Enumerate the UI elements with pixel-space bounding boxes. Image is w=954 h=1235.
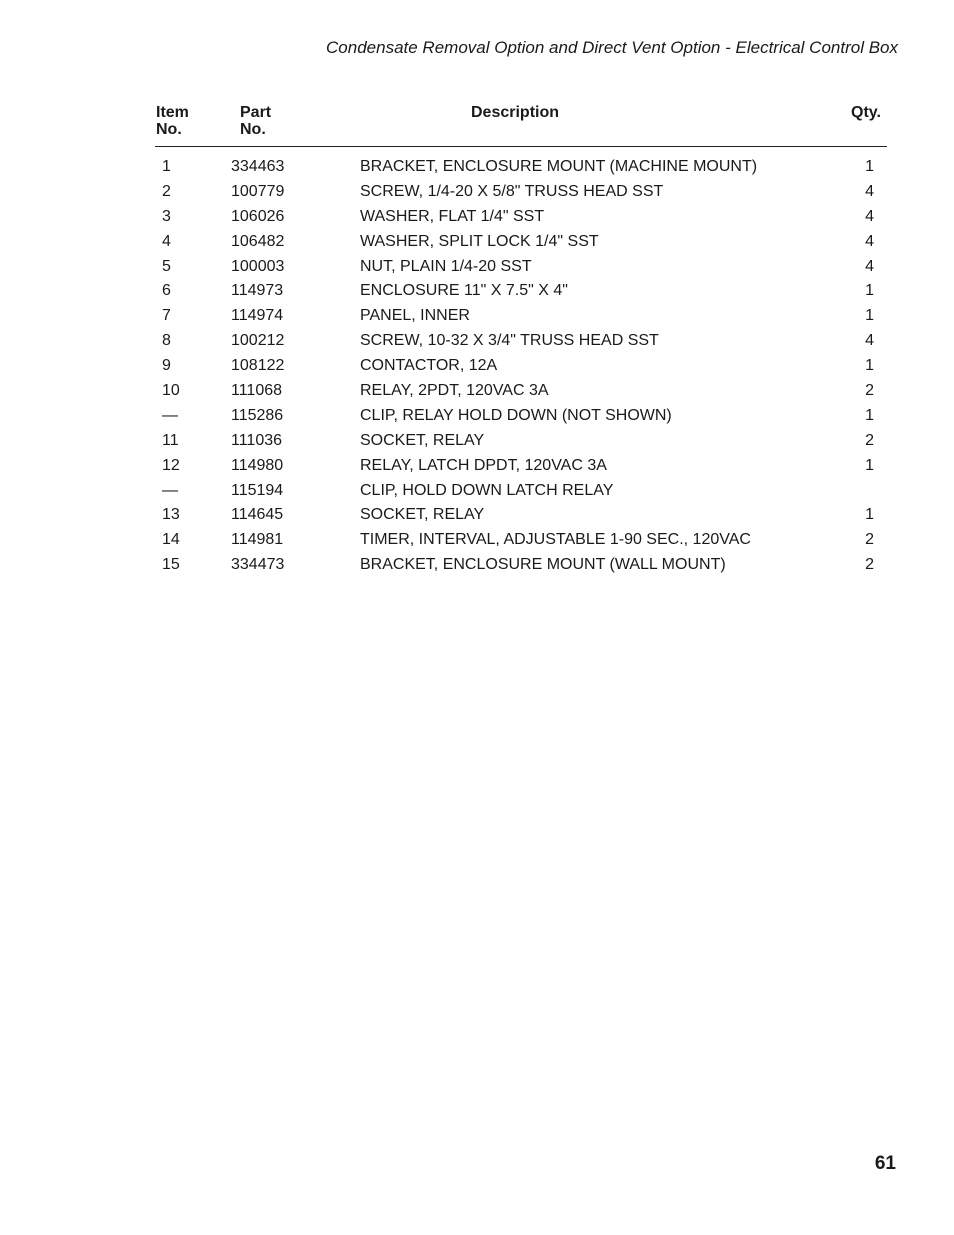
item-number: 6	[162, 282, 171, 300]
item-number: 15	[162, 556, 180, 574]
table-row	[0, 404, 954, 429]
part-description: NUT, PLAIN 1/4-20 SST	[360, 257, 532, 275]
quantity: 2	[865, 556, 874, 574]
table-row	[0, 553, 954, 578]
part-number: 114973	[231, 282, 284, 300]
part-number: 106482	[231, 232, 285, 250]
part-description: ENCLOSURE 11" X 7.5" X 4"	[360, 282, 568, 300]
item-number: 4	[162, 232, 171, 250]
quantity: 1	[865, 506, 874, 524]
part-number: 115194	[231, 481, 284, 499]
part-number: 114981	[231, 531, 284, 549]
table-row	[0, 329, 954, 354]
table-row	[0, 354, 954, 379]
part-description: WASHER, FLAT 1/4" SST	[360, 207, 545, 225]
item-number: 8	[162, 332, 171, 350]
quantity: 1	[865, 307, 874, 325]
part-number: 334473	[231, 556, 285, 574]
table-row	[0, 528, 954, 553]
quantity: 2	[865, 431, 874, 449]
part-number: 114645	[231, 506, 284, 524]
part-number: 106026	[231, 207, 285, 225]
part-number: 100779	[231, 182, 285, 200]
item-number: 10	[162, 382, 180, 400]
part-description: BRACKET, ENCLOSURE MOUNT (WALL MOUNT)	[360, 556, 726, 574]
part-description: CLIP, RELAY HOLD DOWN (NOT SHOWN)	[360, 406, 672, 424]
item-number: 11	[162, 431, 179, 449]
quantity: 4	[865, 182, 874, 200]
table-row	[0, 279, 954, 304]
part-description: SOCKET, RELAY	[360, 506, 485, 524]
item-number: —	[162, 481, 178, 499]
part-number: 108122	[231, 357, 285, 375]
table-row	[0, 304, 954, 329]
part-number: 100212	[231, 332, 285, 350]
item-number: 9	[162, 357, 171, 375]
part-description: SCREW, 10-32 X 3/4" TRUSS HEAD SST	[360, 332, 659, 350]
table-row	[0, 205, 954, 230]
quantity: 1	[865, 456, 874, 474]
table-row	[0, 155, 954, 180]
quantity: 4	[865, 332, 874, 350]
part-number: 111036	[231, 431, 283, 449]
quantity: 4	[865, 257, 874, 275]
table-row	[0, 454, 954, 479]
part-description: SOCKET, RELAY	[360, 431, 485, 449]
table-row	[0, 503, 954, 528]
quantity: 2	[865, 531, 874, 549]
part-description: RELAY, LATCH DPDT, 120VAC 3A	[360, 456, 607, 474]
table-row	[0, 479, 954, 504]
part-description: WASHER, SPLIT LOCK 1/4" SST	[360, 232, 599, 250]
column-header-part-no: Part No.	[240, 104, 272, 138]
part-number: 115286	[231, 406, 284, 424]
item-number: 1	[162, 158, 171, 175]
table-row	[0, 230, 954, 255]
part-number: 111068	[231, 382, 283, 400]
item-number: 13	[162, 506, 180, 524]
part-description: RELAY, 2PDT, 120VAC 3A	[360, 382, 549, 400]
part-number: 114974	[231, 307, 284, 325]
column-header-item-no: Item No.	[156, 104, 189, 138]
quantity: 4	[865, 232, 874, 250]
parts-list	[0, 155, 954, 578]
table-row	[0, 180, 954, 205]
part-description: SCREW, 1/4-20 X 5/8" TRUSS HEAD SST	[360, 182, 664, 200]
running-header: Condensate Removal Option and Direct Vent Option - Electrical Control Box	[326, 38, 898, 57]
item-number: 2	[162, 182, 171, 200]
item-number: 14	[162, 531, 180, 549]
part-number: 100003	[231, 257, 285, 275]
item-number: 3	[162, 207, 171, 225]
table-row	[0, 379, 954, 404]
item-number: 5	[162, 257, 171, 275]
table-row	[0, 255, 954, 280]
part-description: CLIP, HOLD DOWN LATCH RELAY	[360, 481, 614, 499]
item-number: —	[162, 406, 178, 424]
table-row	[0, 429, 954, 454]
quantity: 4	[865, 207, 874, 225]
quantity: 1	[865, 282, 874, 300]
item-number: 7	[162, 307, 171, 325]
part-number: 334463	[231, 158, 285, 175]
part-description: TIMER, INTERVAL, ADJUSTABLE 1-90 SEC., 120VAC	[360, 531, 751, 549]
part-number: 114980	[231, 456, 284, 474]
quantity: 1	[865, 158, 874, 175]
quantity: 2	[865, 382, 874, 400]
quantity: 1	[865, 357, 874, 375]
header-divider	[155, 146, 887, 147]
page-number: 61	[874, 1153, 896, 1174]
column-header-description: Description	[471, 104, 560, 121]
quantity: 1	[865, 406, 874, 424]
item-number: 12	[162, 456, 180, 474]
part-description: CONTACTOR, 12A	[360, 357, 498, 375]
part-description: PANEL, INNER	[360, 307, 470, 325]
part-description: BRACKET, ENCLOSURE MOUNT (MACHINE MOUNT)	[360, 158, 758, 175]
column-header-qty: Qty.	[851, 104, 881, 121]
